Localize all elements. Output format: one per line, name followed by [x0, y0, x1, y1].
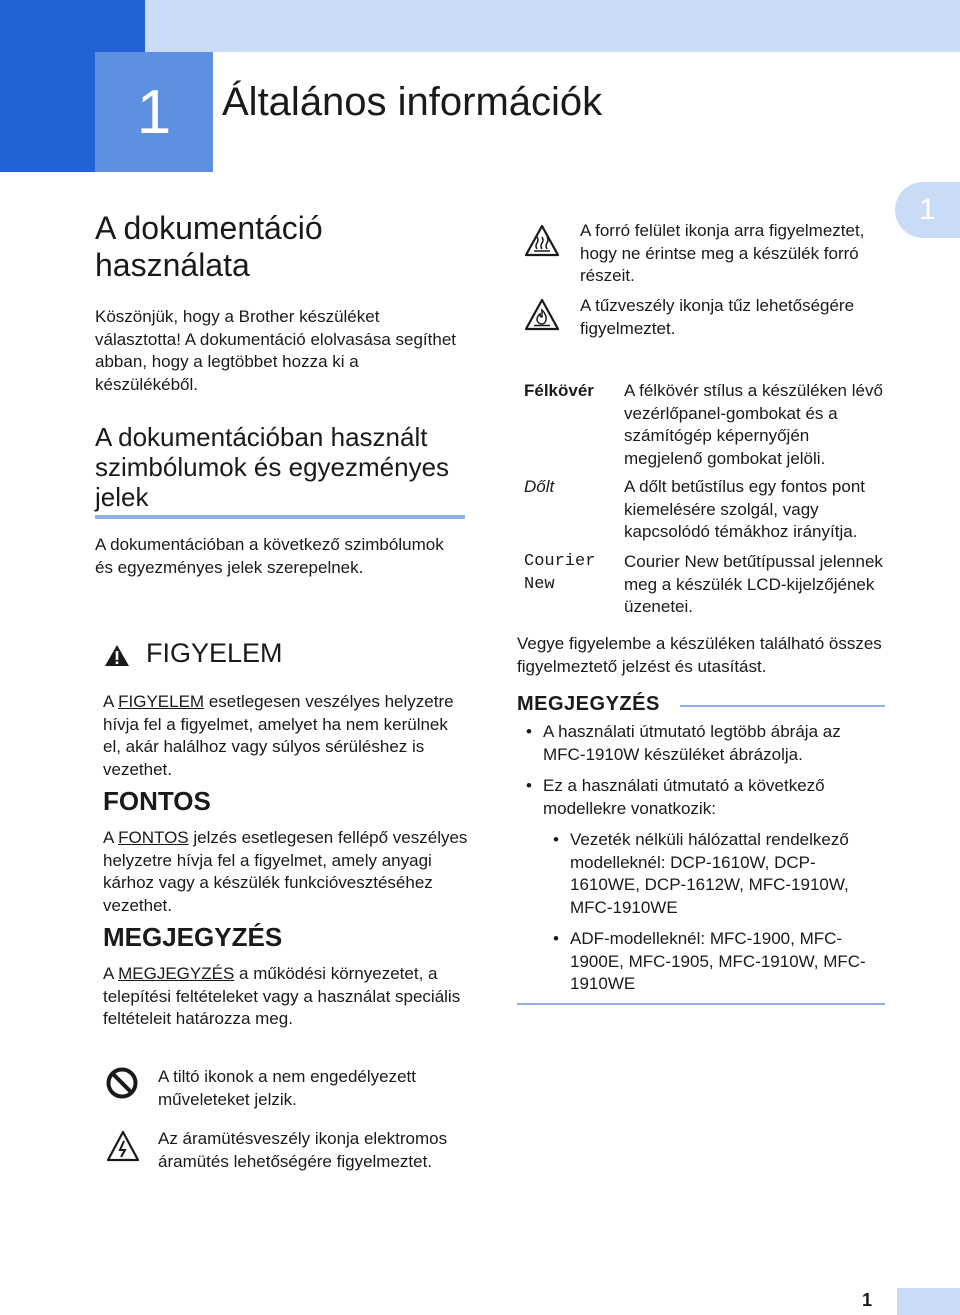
fire-icon — [524, 298, 560, 331]
header-band-side — [0, 52, 95, 172]
right-note-sublist — [570, 829, 870, 1005]
convention-mono-desc: Courier New betűtípussal jelennek meg a készülék LCD-kijelzőjének üzenetei. — [624, 552, 883, 616]
list-item: • Vezeték nélküli hálózattal rendelkező modelleknél: DCP-1610W, DCP-1610WE, DCP-1612W, MFC-1910W, MFC-1910WE — [570, 829, 870, 919]
warning-text-rest: esetlegesen veszélyes helyzetre hívja fel a figyelmet, amelyet ha nem kerülnek el, akár halálhoz vagy súlyos sérüléshez is vezethet. — [103, 692, 454, 779]
right-note-heading-rule — [680, 705, 885, 707]
right-note-list — [543, 721, 883, 829]
convention-bold-term: Félkövér — [524, 381, 594, 400]
important-keyword: FONTOS — [118, 828, 189, 847]
electric-shock-text: Az áramütésveszély ikonja elektromos áramütés lehetőségére figyelmeztet. — [158, 1129, 448, 1171]
page-footer-tab — [897, 1288, 960, 1315]
header-band-dark — [0, 0, 145, 52]
chapter-number-box — [95, 52, 213, 172]
chapter-title: Általános információk — [222, 80, 603, 124]
important-text — [103, 827, 468, 917]
note-text — [103, 963, 468, 1031]
convention-italic-term: Dőlt — [524, 477, 555, 496]
important-text-prefix: A — [103, 828, 119, 847]
fire-text: A tűzveszély ikonja tűz lehetőségére figyelmeztet. — [580, 296, 855, 338]
note-keyword: MEGJEGYZÉS — [118, 964, 235, 983]
list-item: • A használati útmutató legtöbb ábrája az MFC-1910W készüléket ábrázolja. — [543, 721, 883, 766]
electric-shock-icon — [106, 1130, 140, 1162]
note-text-prefix: A — [103, 964, 119, 983]
convention-bold-desc: A félkövér stílus a készüléken lévő vezérlőpanel-gombokat és a számítógép képernyőjén megjelenő gombokat jelöli. — [624, 381, 883, 468]
section-intro-text: Köszönjük, hogy a Brother készüléket választotta! A dokumentáció elolvasása segíthet abban, hogy a legtöbbet hozza ki a készülékéből. — [95, 307, 457, 394]
note-heading: MEGJEGYZÉS — [103, 922, 283, 952]
hot-surface-text: A forró felület ikonja arra figyelmeztet, hogy ne érintse meg a készülék forró részeit. — [580, 221, 865, 285]
subsection-text: A dokumentációban a következő szimbólumok és egyezményes jelek szerepelnek. — [95, 535, 444, 577]
hot-surface-icon — [524, 224, 560, 257]
page-number: 1 — [862, 1290, 873, 1310]
important-text-rest: jelzés esetlegesen fellépő veszélyes helyzetre hívja fel a figyelmet, amely anyagi kárhoz vagy a készülék funkcióvesztéséhez vezethet. — [103, 828, 468, 915]
prohibition-text: A tiltó ikonok a nem engedélyezett műveleteket jelzik. — [158, 1067, 416, 1109]
warning-heading: FIGYELEM — [146, 638, 283, 668]
side-tab-number: 1 — [919, 193, 936, 226]
section-title: A dokumentáció használata — [95, 210, 323, 283]
important-heading: FONTOS — [103, 786, 211, 816]
chapter-side-tab — [895, 182, 960, 238]
chapter-number: 1 — [136, 77, 172, 147]
warning-text-prefix: A — [103, 692, 119, 711]
list-item: • ADF-modelleknél: MFC-1900, MFC-1900E, MFC-1905, MFC-1910W, MFC-1910WE — [570, 928, 870, 996]
list-item: • Ez a használati útmutató a következő modellekre vonatkozik: — [543, 775, 883, 820]
right-note-bottom-rule — [517, 1003, 885, 1005]
subsection-title: A dokumentációban használt szimbólumok és egyezményes jelek — [95, 422, 450, 512]
header-band-light — [145, 0, 960, 52]
note-text-rest: a működési környezetet, a telepítési feltételeket vagy a használat speciális feltételeit határozza meg. — [103, 964, 461, 1028]
convention-mono-term: Courier New — [524, 552, 596, 594]
prohibition-icon — [106, 1067, 138, 1099]
warning-text — [103, 691, 468, 781]
warning-icon — [104, 644, 130, 667]
right-note-heading: MEGJEGYZÉS — [517, 693, 660, 715]
warning-keyword: FIGYELEM — [118, 692, 205, 711]
obey-warnings-text: Vegye figyelembe a készüléken található összes figyelmeztető jelzést és utasítást. — [517, 634, 882, 676]
subsection-rule — [95, 515, 465, 519]
convention-italic-desc: A dőlt betűstílus egy fontos pont kiemelésére szolgál, vagy kapcsolódó témákhoz irányítja. — [624, 477, 865, 541]
